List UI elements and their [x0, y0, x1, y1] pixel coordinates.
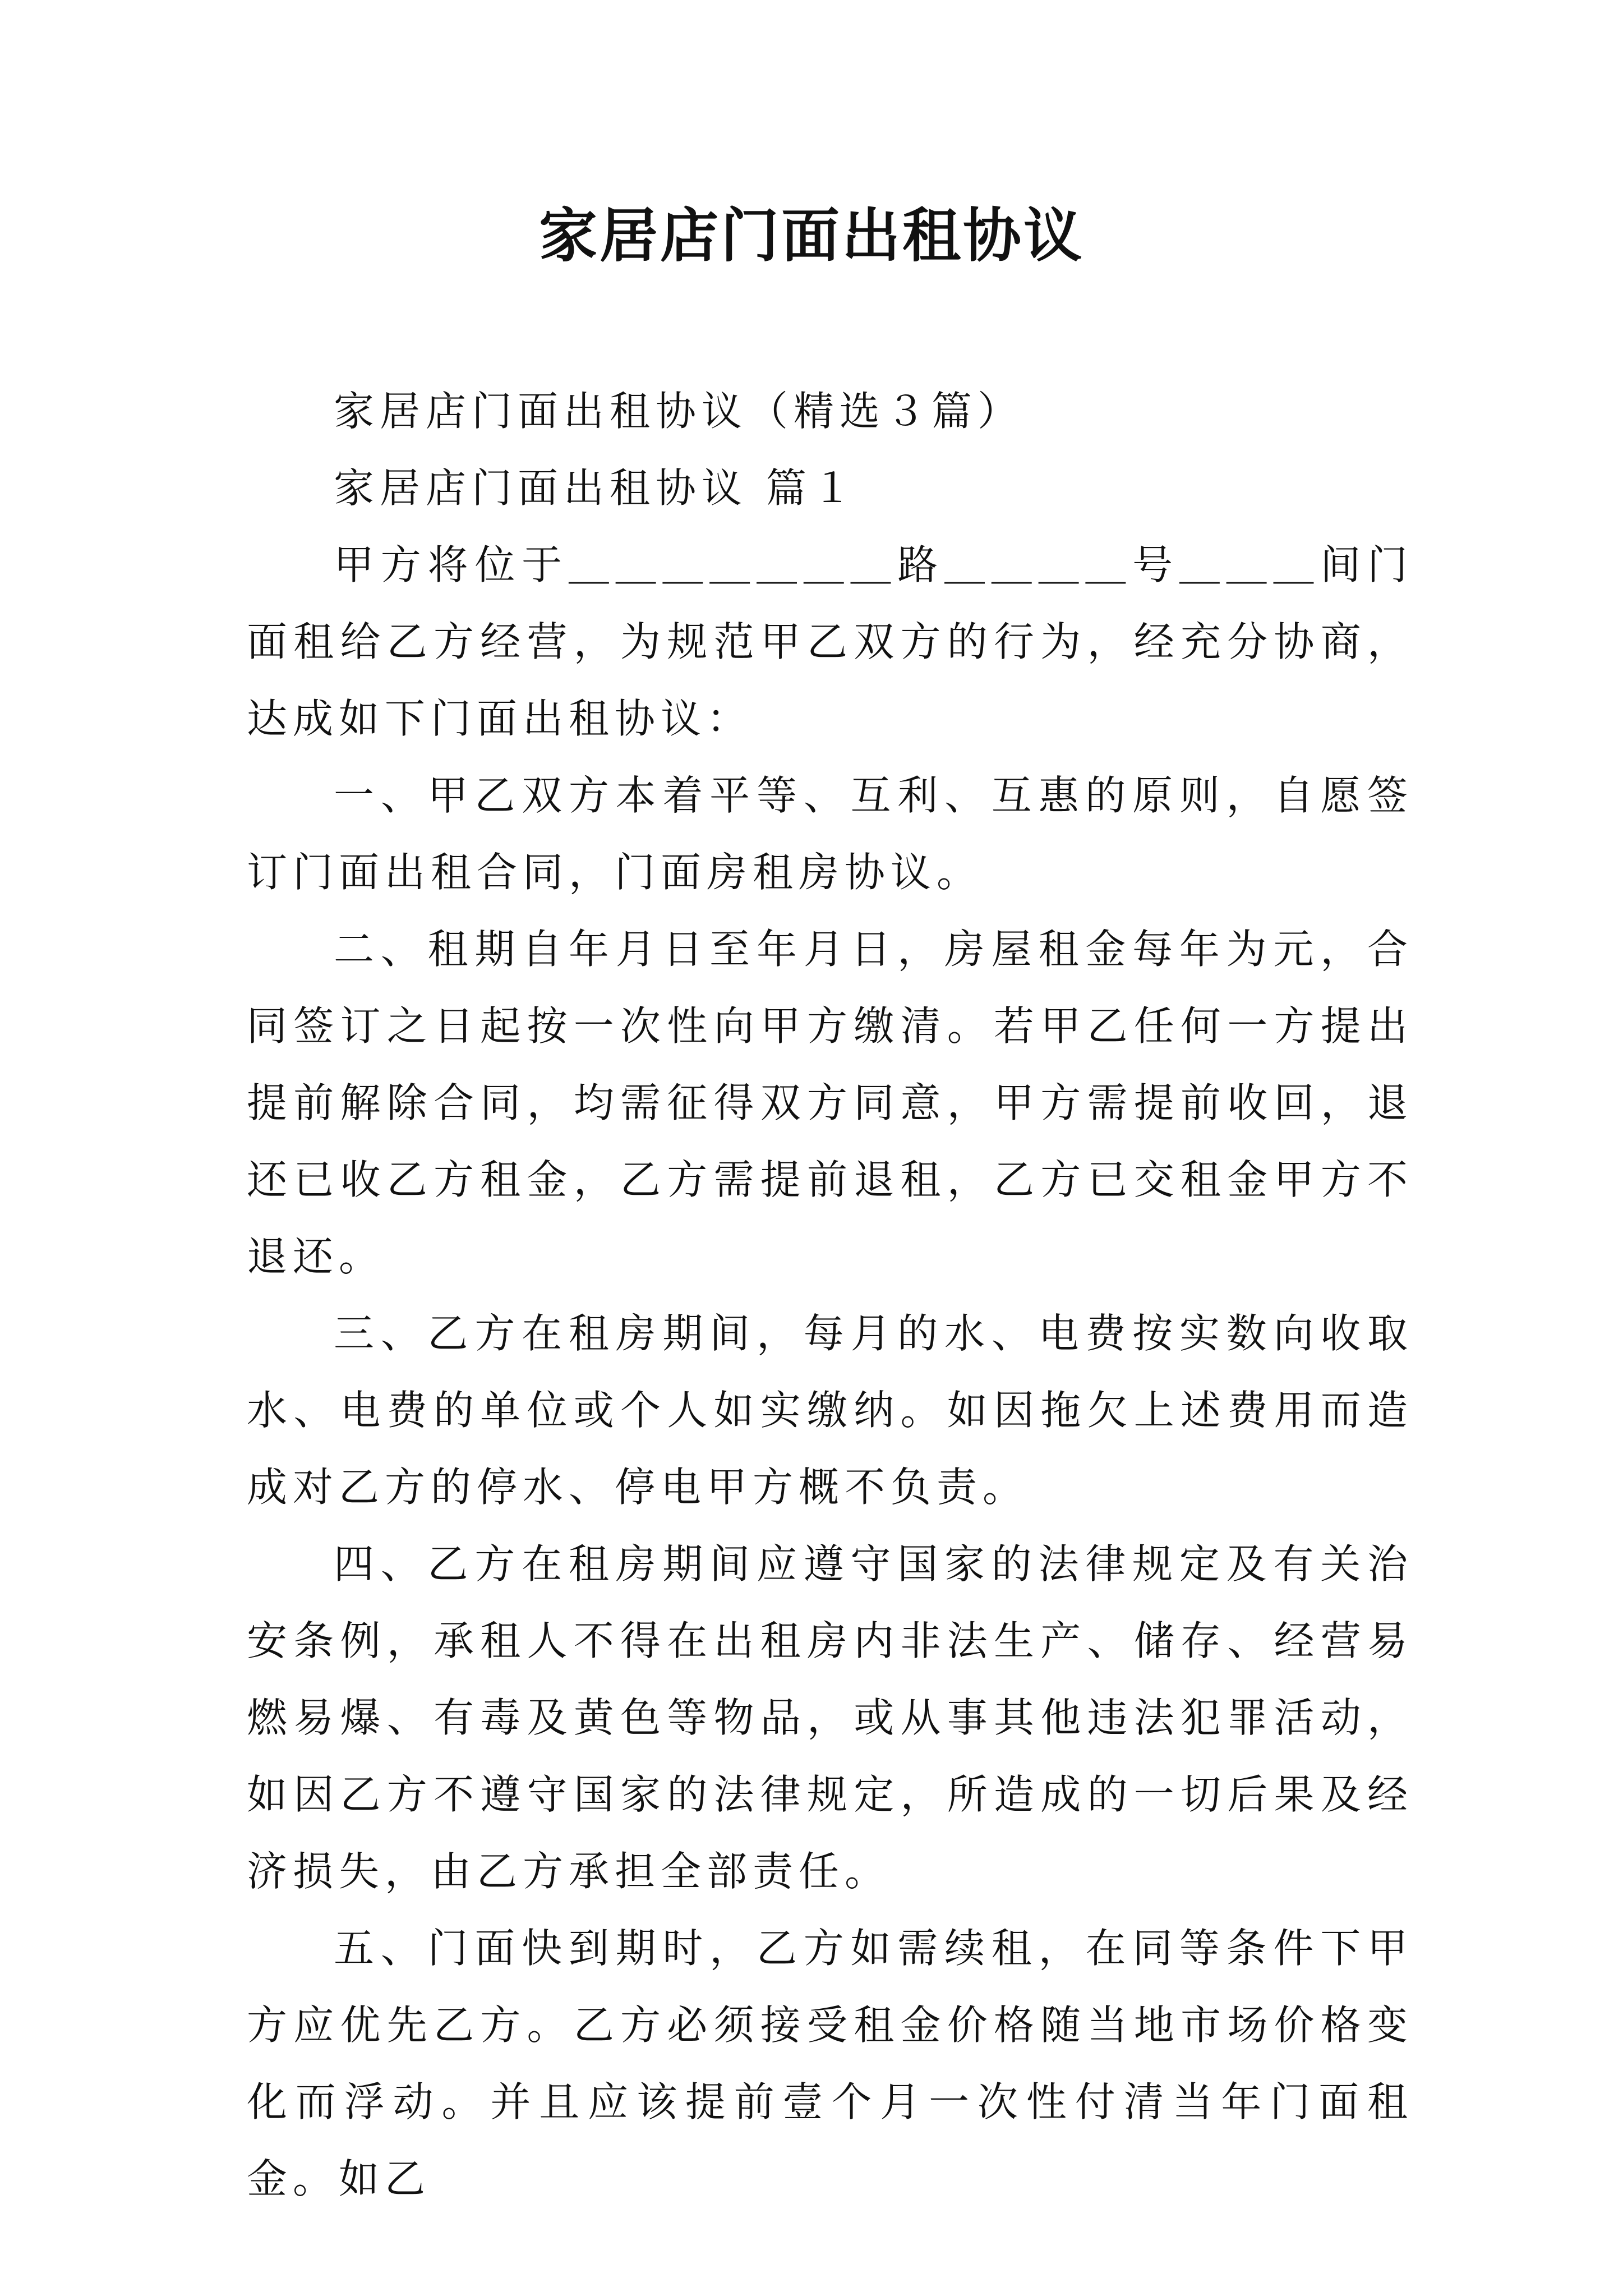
section-heading: 家居店门面出租协议 篇１ [334, 464, 858, 512]
paragraph-clause-5: 五、门面快到期时，乙方如需续租，在同等条件下甲方应优先乙方。乙方必须接受租金价格随当地市场价格变化而浮动。并且应该提前壹个月一次性付清当年门面租金。如乙 [247, 1925, 1413, 2202]
document-title: 家居店门面出租协议 [538, 201, 1084, 270]
document-body [247, 373, 1413, 2217]
document-subtitle: 家居店门面出租协议（精选３篇） [334, 388, 1024, 435]
paragraph-intro: 甲方将位于＿＿＿＿＿＿＿路＿＿＿＿号＿＿＿间门面租给乙方经营，为规范甲乙双方的行为，经充分协商，达成如下门面出租协议： [247, 541, 1413, 742]
paragraph-clause-2: 二、租期自年月日至年月日，房屋租金每年为元，合同签订之日起按一次性向甲方缴清。若甲乙任何一方提出提前解除合同，均需征得双方同意，甲方需提前收回，退还已收乙方租金，乙方需提前退租，乙方已交租金甲方不退还。 [247, 926, 1413, 1280]
paragraph-clause-3: 三、乙方在租房期间，每月的水、电费按实数向收取水、电费的单位或个人如实缴纳。如因拖欠上述费用而造成对乙方的停水、停电甲方概不负责。 [247, 1310, 1413, 1511]
paragraph-clause-1: 一、甲乙双方本着平等、互利、互惠的原则，自愿签订门面出租合同，门面房租房协议。 [247, 772, 1413, 896]
paragraph-clause-4: 四、乙方在租房期间应遵守国家的法律规定及有关治安条例，承租人不得在出租房内非法生产、储存、经营易燃易爆、有毒及黄色等物品，或从事其他违法犯罪活动，如因乙方不遵守国家的法律规定，所造成的一切后果及经济损失，由乙方承担全部责任。 [247, 1540, 1413, 1895]
